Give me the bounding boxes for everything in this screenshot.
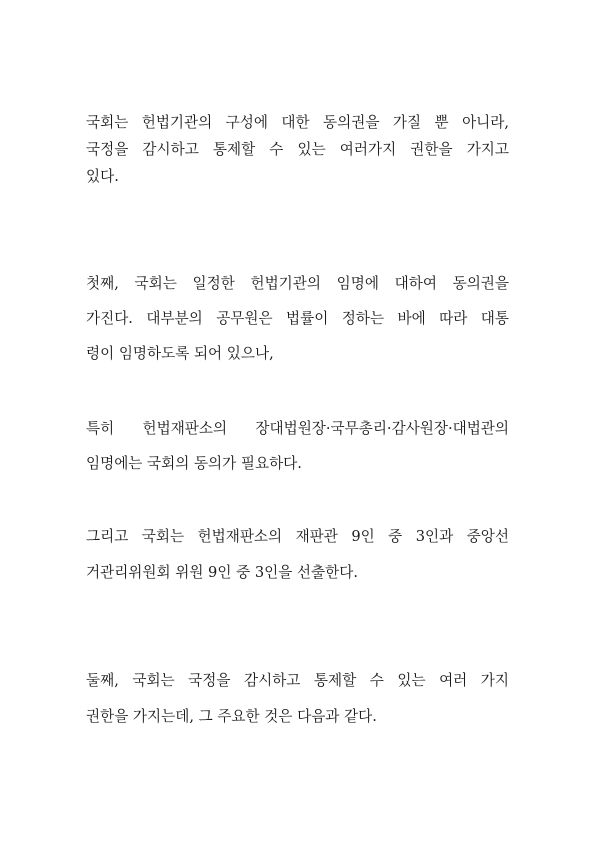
paragraph-3-line-1: 특히 헌법재판소의 장대법원장·국무총리·감사원장·대법관의 <box>86 420 509 437</box>
paragraph-1-line-1: 국회는 헌법기관의 구성에 대한 동의권을 가질 뿐 아니라, <box>86 114 509 131</box>
paragraph-5-line-1: 둘째, 국회는 국정을 감시하고 통제할 수 있는 여러 가지 <box>86 672 509 689</box>
paragraph-2-line-3: 령이 임명하도록 되어 있으나, <box>86 345 274 362</box>
paragraph-4-line-2: 거관리위원회 위원 9인 중 3인을 선출한다. <box>86 564 358 581</box>
paragraph-1-line-2: 국정을 감시하고 통제할 수 있는 여러가지 권한을 가지고 <box>86 141 509 158</box>
paragraph-2-line-2: 가진다. 대부분의 공무원은 법률이 정하는 바에 따라 대통 <box>86 310 509 327</box>
paragraph-1-line-3: 있다. <box>86 168 119 185</box>
paragraph-2-line-1: 첫째, 국회는 일정한 헌법기관의 임명에 대하여 동의권을 <box>86 275 509 292</box>
paragraph-4-line-1: 그리고 국회는 헌법재판소의 재판관 9인 중 3인과 중앙선 <box>86 528 509 545</box>
paragraph-3-line-2: 임명에는 국회의 동의가 필요하다. <box>86 455 302 472</box>
paragraph-5-line-2: 권한을 가지는데, 그 주요한 것은 다음과 같다. <box>86 708 377 725</box>
